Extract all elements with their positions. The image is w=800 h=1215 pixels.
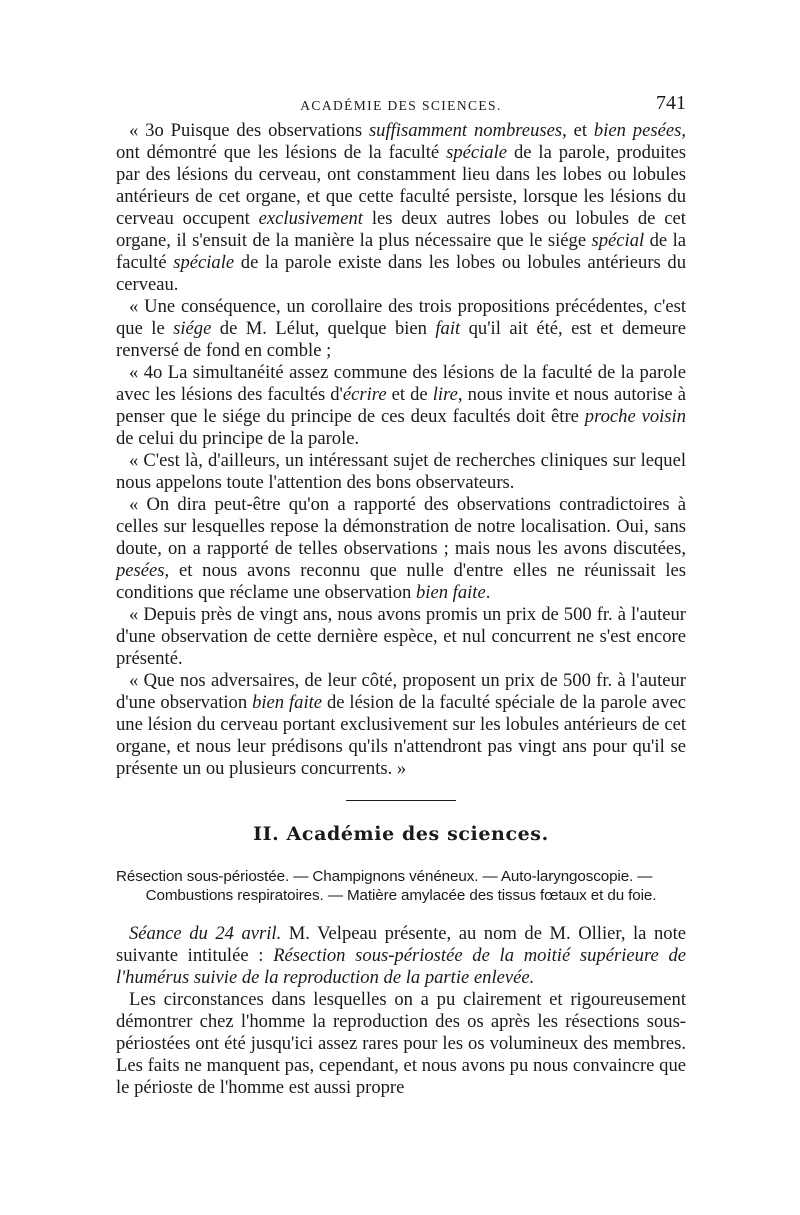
paragraph	[116, 670, 686, 780]
section-summary	[116, 867, 686, 905]
paragraph	[116, 120, 686, 296]
text-run: les deux autres lobes ou lobules de cet organe, il s'ensuit de la manière la plus nécessaire que le siége	[116, 208, 686, 251]
italic-text: bien faite	[416, 582, 486, 603]
italic-text: exclusivement	[258, 208, 363, 229]
paragraph	[116, 923, 686, 989]
italic-text: bien faite	[252, 692, 323, 713]
text-run: « Que nos adversaires, de leur côté, proposent un prix de 500 fr. à l'auteur d'une observation	[116, 670, 686, 713]
text-run: de la parole existe dans les lobes ou lobules antérieurs du cerveau.	[116, 252, 686, 295]
paragraph	[116, 604, 686, 670]
text-run: , et nous avons reconnu que nulle d'entre elles ne réunissait les conditions que réclame une observation	[116, 560, 686, 603]
text-run: « 3o Puisque des observations	[129, 120, 369, 141]
italic-text: Séance du 24 avril.	[129, 923, 282, 944]
text-run: « C'est là, d'ailleurs, un intéressant sujet de recherches cliniques sur lequel nous appelons toute l'attention des bons observateurs.	[116, 450, 686, 493]
text-run: M. Velpeau présente, au nom de M. Ollier, la note suivante intitulée :	[116, 923, 686, 966]
italic-text: suffisamment nombreuses	[368, 120, 563, 141]
section-divider	[346, 800, 456, 801]
italic-text: spécial	[591, 230, 645, 251]
paragraph	[116, 362, 686, 450]
text-run: de lésion de la faculté spéciale de la parole avec une lésion du cerveau portant exclusivement sur les lobules antérieurs de cet organe, et nous leur prédisons qu'ils n'attendront pas vingt ans pour qu'il se présente un ou plusieurs concurrents. »	[116, 692, 686, 779]
text-run: de celui du principe de la parole.	[116, 428, 360, 449]
summary-line-2: Combustions respiratoires. — Matière amylacée des tissus fœtaux et du foie.	[145, 887, 657, 904]
text-run: , ont démontré que les lésions de la faculté	[116, 120, 686, 163]
text-run: de la faculté	[116, 230, 686, 273]
italic-text: Résection sous-périostée de la moitié supérieure de l'humérus suivie de la reproduction de la partie enlevée.	[116, 945, 686, 988]
italic-text: lire	[432, 384, 458, 405]
text-run: de la parole, produites par des lésions du cerveau, ont constamment lieu dans les lobes ou lobules antérieurs de cet organe, et que cette faculté persiste, lorsque les lésions du cerveau occupent	[116, 142, 686, 229]
paragraph	[116, 450, 686, 494]
paragraph	[116, 296, 686, 362]
italic-text: spéciale	[446, 142, 508, 163]
text-run: « On dira peut-être qu'on a rapporté des observations contradictoires à celles sur lesquelles repose la démonstration de notre localisation. Oui, sans doute, on a rapporté de telles observations ; mais nous les avons discutées,	[116, 494, 686, 559]
body-text	[116, 120, 686, 780]
running-head	[116, 94, 686, 120]
italic-text: siége	[173, 318, 212, 339]
text-run: « Depuis près de vingt ans, nous avons promis un prix de 500 fr. à l'auteur d'une observation de cette dernière espèce, et nul concurrent ne s'est encore présenté.	[116, 604, 686, 669]
text-run: , nous invite et nous autorise à penser que le siége du principe de ces deux facultés doit être	[116, 384, 686, 427]
italic-text: pesées	[116, 560, 165, 581]
text-run: Les circonstances dans lesquelles on a pu clairement et rigoureusement démontrer chez l'homme la reproduction des os après les résections sous-périostées ont été jusqu'ici assez rares pour les os volumineux des membres. Les faits ne manquent pas, cependant, et nous avons pu nous convaincre que le périoste de l'homme est aussi propre	[116, 989, 686, 1098]
italic-text: écrire	[342, 384, 387, 405]
text-run: et de	[386, 384, 433, 405]
italic-text: bien pesées	[593, 120, 682, 141]
text-run: « Une conséquence, un corollaire des trois propositions précédentes, c'est que le	[116, 296, 686, 339]
italic-text: proche voisin	[584, 406, 686, 427]
section-title: II. Académie des sciences.	[253, 823, 549, 845]
summary-line-1: Résection sous-périostée. — Champignons vénéneux. — Auto-laryngoscopie. —	[116, 868, 653, 885]
running-head-title: ACADÉMIE DES SCIENCES.	[300, 98, 502, 113]
page	[116, 94, 686, 1099]
text-run: qu'il ait été, est et demeure renversé de fond en comble ;	[116, 318, 686, 361]
text-run: « 4o La simultanéité assez commune des lésions de la faculté de la parole avec les lésions des facultés d'	[116, 362, 686, 405]
italic-text: spéciale	[173, 252, 235, 273]
italic-text: fait	[435, 318, 461, 339]
page-number: 741	[656, 92, 686, 114]
body-text-after	[116, 923, 686, 1099]
paragraph	[116, 989, 686, 1099]
paragraph	[116, 494, 686, 604]
text-run: , et	[562, 120, 594, 141]
text-run: de M. Lélut, quelque bien	[211, 318, 436, 339]
text-run: .	[485, 582, 491, 603]
